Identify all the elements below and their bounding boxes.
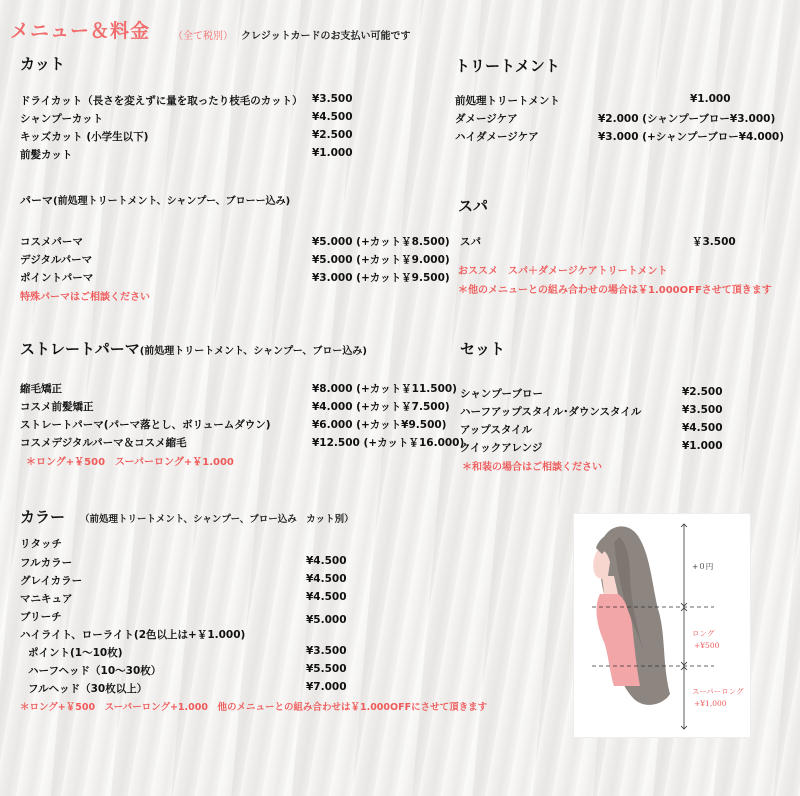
color-note: ＊ロング+￥500 スーパーロング+1.000 他のメニューとの組み合わせは￥1.000OFFにさせて頂きます: [20, 702, 488, 713]
menu-item-name: マニキュア: [20, 593, 73, 605]
menu-item-name: ハーフアップスタイル･ダウンスタイル: [460, 406, 642, 418]
menu-item-price: ¥4.500: [312, 111, 353, 123]
perm-title: パーマ: [20, 194, 53, 207]
menu-item-price: ¥5.500: [306, 663, 347, 675]
woman-figure: [574, 514, 752, 739]
menu-item-name: キッズカット (小学生以下): [20, 131, 149, 143]
menu-item-price: ￥3.500: [692, 236, 736, 248]
menu-item-name: ポイント(1〜10枚): [28, 647, 123, 659]
color-title: カラー: [20, 508, 66, 526]
spa-recommend-note: おススメ スパ＋ダメージケアトリートメント: [458, 266, 668, 277]
long-price-label: +¥500: [694, 641, 720, 650]
set-note: ＊和装の場合はご相談ください: [462, 462, 602, 473]
menu-item-price: ¥4.500: [682, 422, 723, 434]
menu-item-price: ¥12.500 (+カット￥16.000): [312, 437, 465, 449]
straight-section-title: [20, 338, 367, 359]
perm-section-title: [20, 192, 290, 208]
menu-item-name: ポイントパーマ: [20, 272, 94, 284]
menu-item-name: ストレートパーマ(パーマ落とし、ボリュームダウン): [20, 419, 271, 431]
menu-item-name: クイックアレンジ: [460, 442, 543, 454]
menu-item-name: アップスタイル: [460, 424, 533, 436]
menu-item-name: 前髪カット: [20, 149, 73, 161]
straight-subtitle: (前処理トリートメント、シャンプー、ブロー込み): [139, 346, 367, 357]
menu-item-price: ¥5.000 (+カット￥9.000): [312, 254, 450, 266]
straight-note: ＊ロング+￥500 スーパーロング+￥1.000: [26, 457, 234, 468]
hair-length-illustration: [573, 513, 751, 738]
menu-item-price: ¥1.000: [682, 440, 723, 452]
menu-item-name: 縮毛矯正: [20, 383, 62, 395]
super-long-label: スーパーロング: [692, 687, 744, 696]
menu-item-name: スパ: [460, 236, 481, 248]
tax-note: （全て税別）: [173, 31, 233, 42]
cut-section-title: カット: [20, 55, 65, 73]
super-long-price-label: +¥1,000: [694, 699, 727, 708]
menu-item-name: デジタルパーマ: [20, 254, 93, 266]
menu-item-price: ¥3.000 (+カット￥9.500): [312, 272, 450, 284]
menu-item-price: ¥4.500: [306, 591, 347, 603]
menu-item-price: ¥4.500: [306, 555, 347, 567]
menu-item-price: ¥1.000: [312, 147, 353, 159]
menu-item-price: ¥4.500: [306, 573, 347, 585]
menu-item-name: グレイカラー: [20, 575, 83, 587]
treatment-section-title: トリートメント: [455, 57, 560, 75]
color-section-title: [20, 506, 65, 527]
menu-item-price: ¥5.000 (+カット￥8.500): [312, 236, 450, 248]
menu-item-price: ¥3.500: [306, 645, 347, 657]
menu-item-price: ¥2.000 (シャンプーブロー¥3.000): [598, 113, 776, 125]
menu-item-price: ¥3.000 (+シャンプーブロー¥4.000): [598, 131, 785, 143]
menu-item-name: ダメージケア: [455, 113, 518, 125]
menu-item-price: ¥5.000: [306, 614, 347, 626]
base-price-label: +０円: [692, 562, 714, 571]
perm-subtitle: (前処理トリートメント、シャンプー、ブローー込み): [53, 196, 291, 207]
menu-item-price: ¥3.500: [682, 404, 723, 416]
spa-combo-note: ＊他のメニューとの組み合わせの場合は￥1.000OFFさせて頂きます: [458, 285, 772, 296]
perm-note: 特殊パーマはご相談ください: [20, 292, 150, 303]
spa-section-title: スパ: [458, 197, 489, 215]
menu-item-name: ドライカット（長さを変えずに量を取ったり枝毛のカット）: [20, 95, 303, 107]
menu-item-name: フルヘッド（30枚以上）: [28, 683, 148, 695]
straight-title: ストレートパーマ: [20, 340, 140, 358]
menu-item-price: ¥2.500: [312, 129, 353, 141]
menu-item-name: コスメデジタルパーマ＆コスメ縮毛: [20, 437, 187, 449]
menu-item-name: ブリーチ: [20, 611, 62, 623]
menu-item-name: フルカラー: [20, 557, 73, 569]
menu-item-name: ハイダメージケア: [455, 131, 539, 143]
menu-item-name: コスメ前髪矯正: [20, 401, 94, 413]
menu-item-price: ¥7.000: [306, 681, 347, 693]
card-note: クレジットカードのお支払い可能です: [241, 31, 411, 42]
color-subtitle: （前処理トリートメント、シャンプー、ブロー込み カット別）: [80, 514, 354, 525]
menu-item-name: シャンプーブロー: [460, 388, 543, 400]
menu-item-name: 前処理トリートメント: [455, 95, 560, 107]
menu-item-price: ¥2.500: [682, 386, 723, 398]
menu-item-price: ¥6.000 (+カット¥9.500): [312, 419, 447, 431]
set-section-title: セット: [460, 340, 506, 358]
menu-item-name: リタッチ: [20, 538, 62, 550]
long-label: ロング: [692, 629, 715, 638]
menu-item-name: シャンプーカット: [20, 113, 104, 125]
menu-item-price: ¥1.000: [690, 93, 731, 105]
menu-item-name: ハーフヘッド（10〜30枚）: [28, 665, 162, 677]
menu-item-price: ¥3.500: [312, 93, 353, 105]
page-title: メニュー＆料金: [10, 20, 151, 42]
menu-item-name: コスメパーマ: [20, 236, 83, 248]
menu-item-price: ¥4.000 (+カット￥7.500): [312, 401, 450, 413]
menu-item-name: ハイライト、ローライト(2色以上は+￥1.000): [20, 629, 246, 641]
menu-item-price: ¥8.000 (+カット￥11.500): [312, 383, 457, 395]
